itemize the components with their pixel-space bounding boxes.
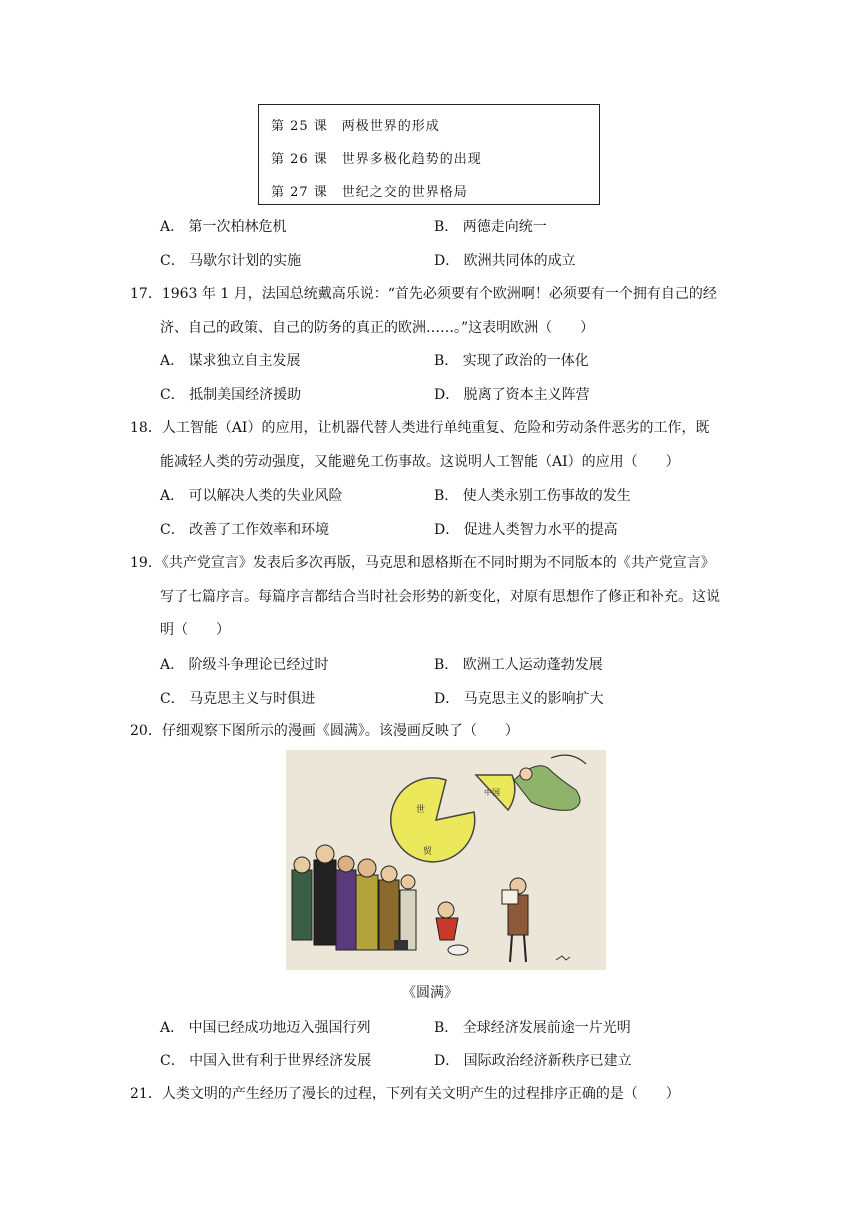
q20-option-b: B． 全球经济发展前途一片光明	[434, 1020, 631, 1036]
q18-stem-line2: 能减轻人类的劳动强度，又能避免工伤事故。这说明人工智能（AI）的应用（ ）	[160, 454, 680, 470]
q20-option-c: C． 中国入世有利于世界经济发展	[160, 1053, 372, 1069]
q16-option-b: B． 两德走向统一	[434, 219, 547, 235]
q17-stem-line2: 济、自己的政策、自己的防务的真正的欧洲……。”这表明欧洲（ ）	[160, 320, 595, 336]
q18-option-a: A． 可以解决人类的失业风险	[160, 488, 343, 504]
q20-stem-line1: 20．仔细观察下图所示的漫画《圆满》。该漫画反映了（ ）	[130, 723, 519, 739]
lesson-25: 第 25 课 两极世界的形成	[271, 119, 440, 134]
q18-stem-line1: 18．人工智能（AI）的应用，让机器代替人类进行单纯重复、危险和劳动条件恶劣的工作，既	[130, 420, 710, 436]
q18-option-c: C． 改善了工作效率和环境	[160, 522, 330, 538]
q19-option-c: C． 马克思主义与时俱进	[160, 691, 316, 707]
q20-option-a: A． 中国已经成功地迈入强国行列	[160, 1020, 371, 1036]
q18-option-b: B． 使人类永别工伤事故的发生	[434, 488, 631, 504]
q19-option-d: D． 马克思主义的影响扩大	[434, 691, 604, 707]
q17-option-a: A． 谋求独立自主发展	[160, 353, 301, 369]
label-china: 中国	[484, 788, 500, 797]
lesson-box	[258, 104, 600, 205]
q20-option-d: D． 国际政治经济新秩序已建立	[434, 1053, 632, 1069]
q18-option-d: D． 促进人类智力水平的提高	[434, 522, 618, 538]
lesson-27: 第 27 课 世纪之交的世界格局	[271, 185, 468, 200]
q17-option-d: D． 脱离了资本主义阵营	[434, 387, 590, 403]
q16-option-d: D． 欧洲共同体的成立	[434, 253, 576, 269]
label-mao: 贸	[423, 847, 433, 857]
q21-stem-line1: 21．人类文明的产生经历了漫长的过程，下列有关文明产生的过程排序正确的是（ ）	[130, 1086, 680, 1102]
q17-stem-line1: 17．1963 年 1 月，法国总统戴高乐说：“首先必须要有个欧洲啊！必须要有一个拥有自己的经	[130, 286, 717, 302]
cartoon-illustration	[286, 750, 606, 970]
q19-stem-line1: 19．《共产党宣言》发表后多次再版，马克思和恩格斯在不同时期为不同版本的《共产党宣言》	[130, 555, 715, 571]
cartoon-yuanman	[286, 750, 606, 970]
cartoon-caption: 《圆满》	[402, 985, 458, 1001]
q17-option-b: B． 实现了政治的一体化	[434, 353, 589, 369]
q19-option-a: A． 阶级斗争理论已经过时	[160, 657, 329, 673]
q19-stem-line2: 写了七篇序言。每篇序言都结合当时社会形势的新变化，对原有思想作了修正和补充。这说	[160, 589, 720, 605]
q19-option-b: B． 欧洲工人运动蓬勃发展	[434, 657, 603, 673]
lesson-26: 第 26 课 世界多极化趋势的出现	[271, 152, 482, 167]
q17-option-c: C． 抵制美国经济援助	[160, 387, 302, 403]
label-shi: 世	[416, 805, 426, 815]
q19-stem-line3: 明（ ）	[160, 622, 230, 638]
q16-option-c: C． 马歇尔计划的实施	[160, 253, 302, 269]
q16-option-a: A． 第一次柏林危机	[160, 219, 287, 235]
